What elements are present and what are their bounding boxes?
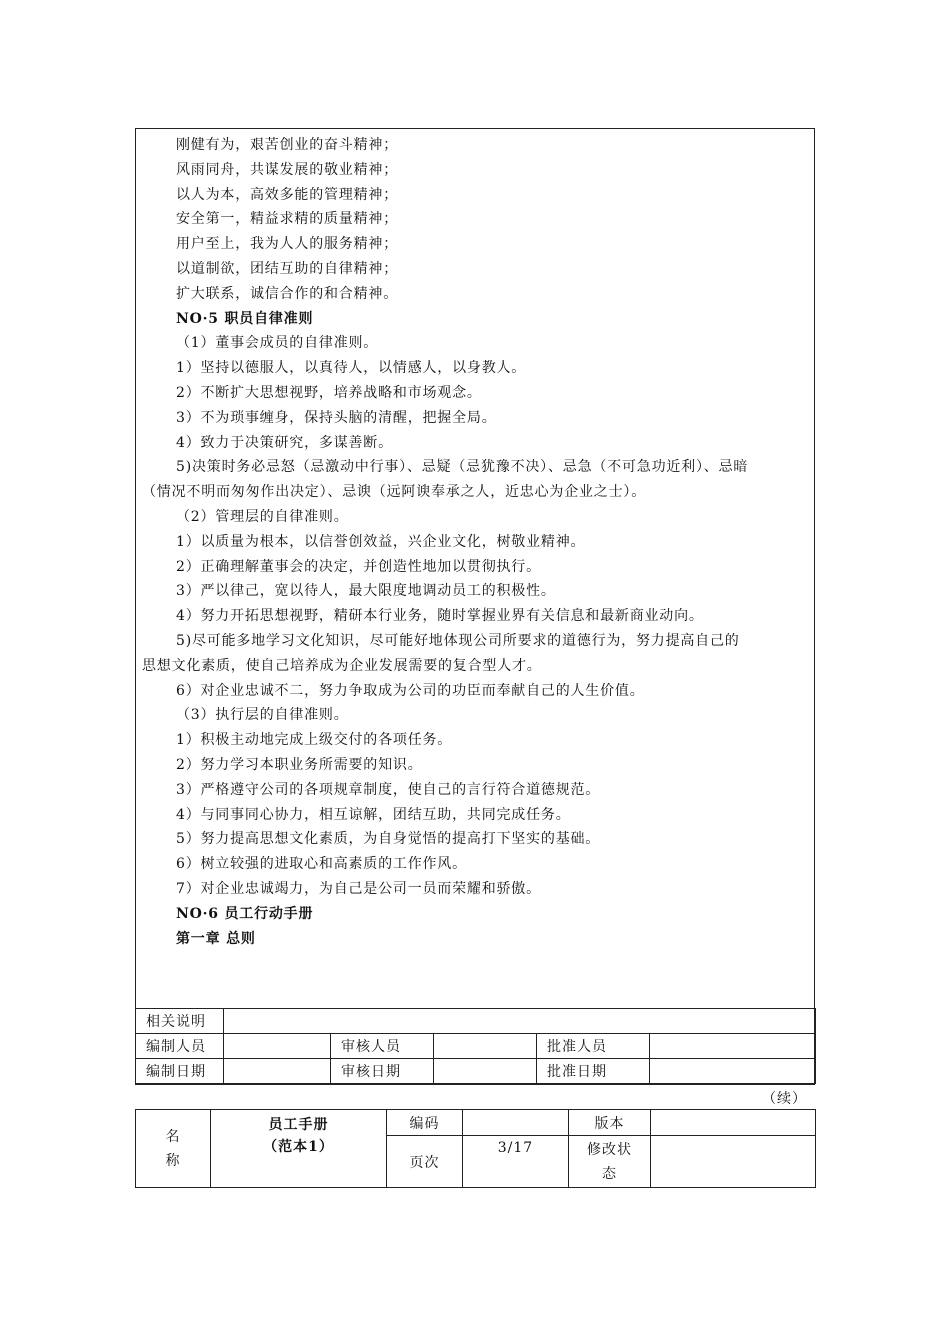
related-row [136, 1009, 816, 1034]
compile-date-value[interactable] [224, 1059, 331, 1084]
body-line: 6）对企业忠诚不二，努力争取成为公司的功臣而奉献自己的人生价值。 [176, 682, 645, 699]
section-heading: 第一章 总则 [176, 930, 256, 947]
body-line: 4）努力开拓思想视野，精研本行业务，随时掌握业界有关信息和最新商业动向。 [176, 608, 704, 625]
body-line: 6）树立较强的进取心和高素质的工作作风。 [176, 856, 467, 873]
body-line: 2）正确理解董事会的决定，并创造性地加以贯彻执行。 [176, 558, 541, 575]
revision-label-line1: 修改状 [587, 1141, 632, 1158]
document-title-line1: 员工手册 [268, 1117, 329, 1133]
name-label-line1: 名 [165, 1128, 181, 1145]
approve-date-label: 批准日期 [537, 1059, 650, 1084]
body-line: 以人为本，高效多能的管理精神； [176, 186, 398, 203]
code-label: 编码 [387, 1110, 463, 1136]
body-line: （1）董事会成员的自律准则。 [176, 335, 379, 352]
name-label [136, 1110, 211, 1188]
version-value[interactable] [651, 1110, 816, 1136]
document-body [136, 133, 814, 951]
body-line: 风雨同舟，共谋发展的敬业精神； [176, 161, 398, 178]
body-line: 5）努力提高思想文化素质，为自身觉悟的提高打下坚实的基础。 [176, 831, 601, 848]
body-line: 1）积极主动地完成上级交付的各项任务。 [176, 732, 453, 749]
compile-date-label: 编制日期 [136, 1059, 224, 1084]
revision-label-line2: 态 [602, 1165, 617, 1182]
body-line: （2）管理层的自律准则。 [176, 508, 349, 525]
approval-table [135, 1008, 816, 1084]
compiler-label: 编制人员 [136, 1034, 224, 1059]
body-line: 以道制欲，团结互助的自律精神； [176, 260, 398, 277]
body-line: 4）致力于决策研究，多谋善断。 [176, 434, 393, 451]
review-date-value[interactable] [434, 1059, 537, 1084]
document-title [211, 1110, 387, 1188]
personnel-row [136, 1034, 816, 1059]
section-heading: NO·6 员工行动手册 [176, 905, 314, 922]
body-line: 1）以质量为根本，以信誉创效益，兴企业文化，树敬业精神。 [176, 533, 586, 550]
name-label-line2: 称 [165, 1152, 181, 1169]
body-line: 4）与同事同心协力，相互谅解，团结互助，共同完成任务。 [176, 806, 571, 823]
page-value: 3/17 [463, 1136, 569, 1188]
body-line: 1）坚持以德服人，以真待人，以情感人，以身教人。 [176, 360, 527, 377]
reviewer-label: 审核人员 [331, 1034, 434, 1059]
continued-label: （续） [762, 1091, 807, 1107]
body-line: （3）执行层的自律准则。 [176, 707, 349, 724]
related-value[interactable] [224, 1009, 816, 1034]
version-label: 版本 [569, 1110, 651, 1136]
approver-value[interactable] [650, 1034, 816, 1059]
body-line: 5)尽可能多地学习文化知识，尽可能好地体现公司所要求的道德行为，努力提高自己的 [176, 632, 740, 649]
document-info-table [135, 1109, 816, 1188]
page-label: 页次 [387, 1136, 463, 1188]
body-line: 刚健有为，艰苦创业的奋斗精神； [176, 137, 398, 153]
body-line: 扩大联系，诚信合作的和合精神。 [176, 285, 398, 302]
dates-row [136, 1059, 816, 1084]
review-date-label: 审核日期 [331, 1059, 434, 1084]
body-line: 7）对企业忠诚竭力，为自己是公司一员而荣耀和骄傲。 [176, 880, 541, 897]
body-line: （情况不明而匆匆作出决定）、忌谀（远阿谀奉承之人，近忠心为企业之士）。 [142, 484, 646, 501]
revision-value[interactable] [651, 1136, 816, 1188]
code-value[interactable] [463, 1110, 569, 1136]
section-heading: NO·5 职员自律准则 [176, 310, 314, 327]
body-line: 安全第一，精益求精的质量精神； [176, 211, 398, 228]
reviewer-value[interactable] [434, 1034, 537, 1059]
body-line: 3）不为琐事缠身，保持头脑的清醒，把握全局。 [176, 409, 497, 426]
body-line: 5)决策时务必忌怒（忌激动中行事）、忌疑（忌犹豫不决）、忌急（不可急功近利）、忌暗 [176, 459, 749, 476]
body-line: 3）严格遵守公司的各项规章制度，使自己的言行符合道德规范。 [176, 781, 601, 798]
approve-date-value[interactable] [650, 1059, 816, 1084]
body-line: 用户至上，我为人人的服务精神； [176, 236, 398, 253]
body-line: 3）严以律己，宽以待人，最大限度地调动员工的积极性。 [176, 583, 556, 600]
body-line: 思想文化素质，使自己培养成为企业发展需要的复合型人才。 [142, 657, 542, 674]
body-line: 2）努力学习本职业务所需要的知识。 [176, 756, 423, 773]
revision-label [569, 1136, 651, 1188]
related-label: 相关说明 [136, 1009, 224, 1034]
document-title-line2: （范本1） [263, 1139, 334, 1155]
compiler-value[interactable] [224, 1034, 331, 1059]
document-frame [135, 128, 815, 1085]
body-line: 2）不断扩大思想视野，培养战略和市场观念。 [176, 384, 482, 401]
approver-label: 批准人员 [537, 1034, 650, 1059]
